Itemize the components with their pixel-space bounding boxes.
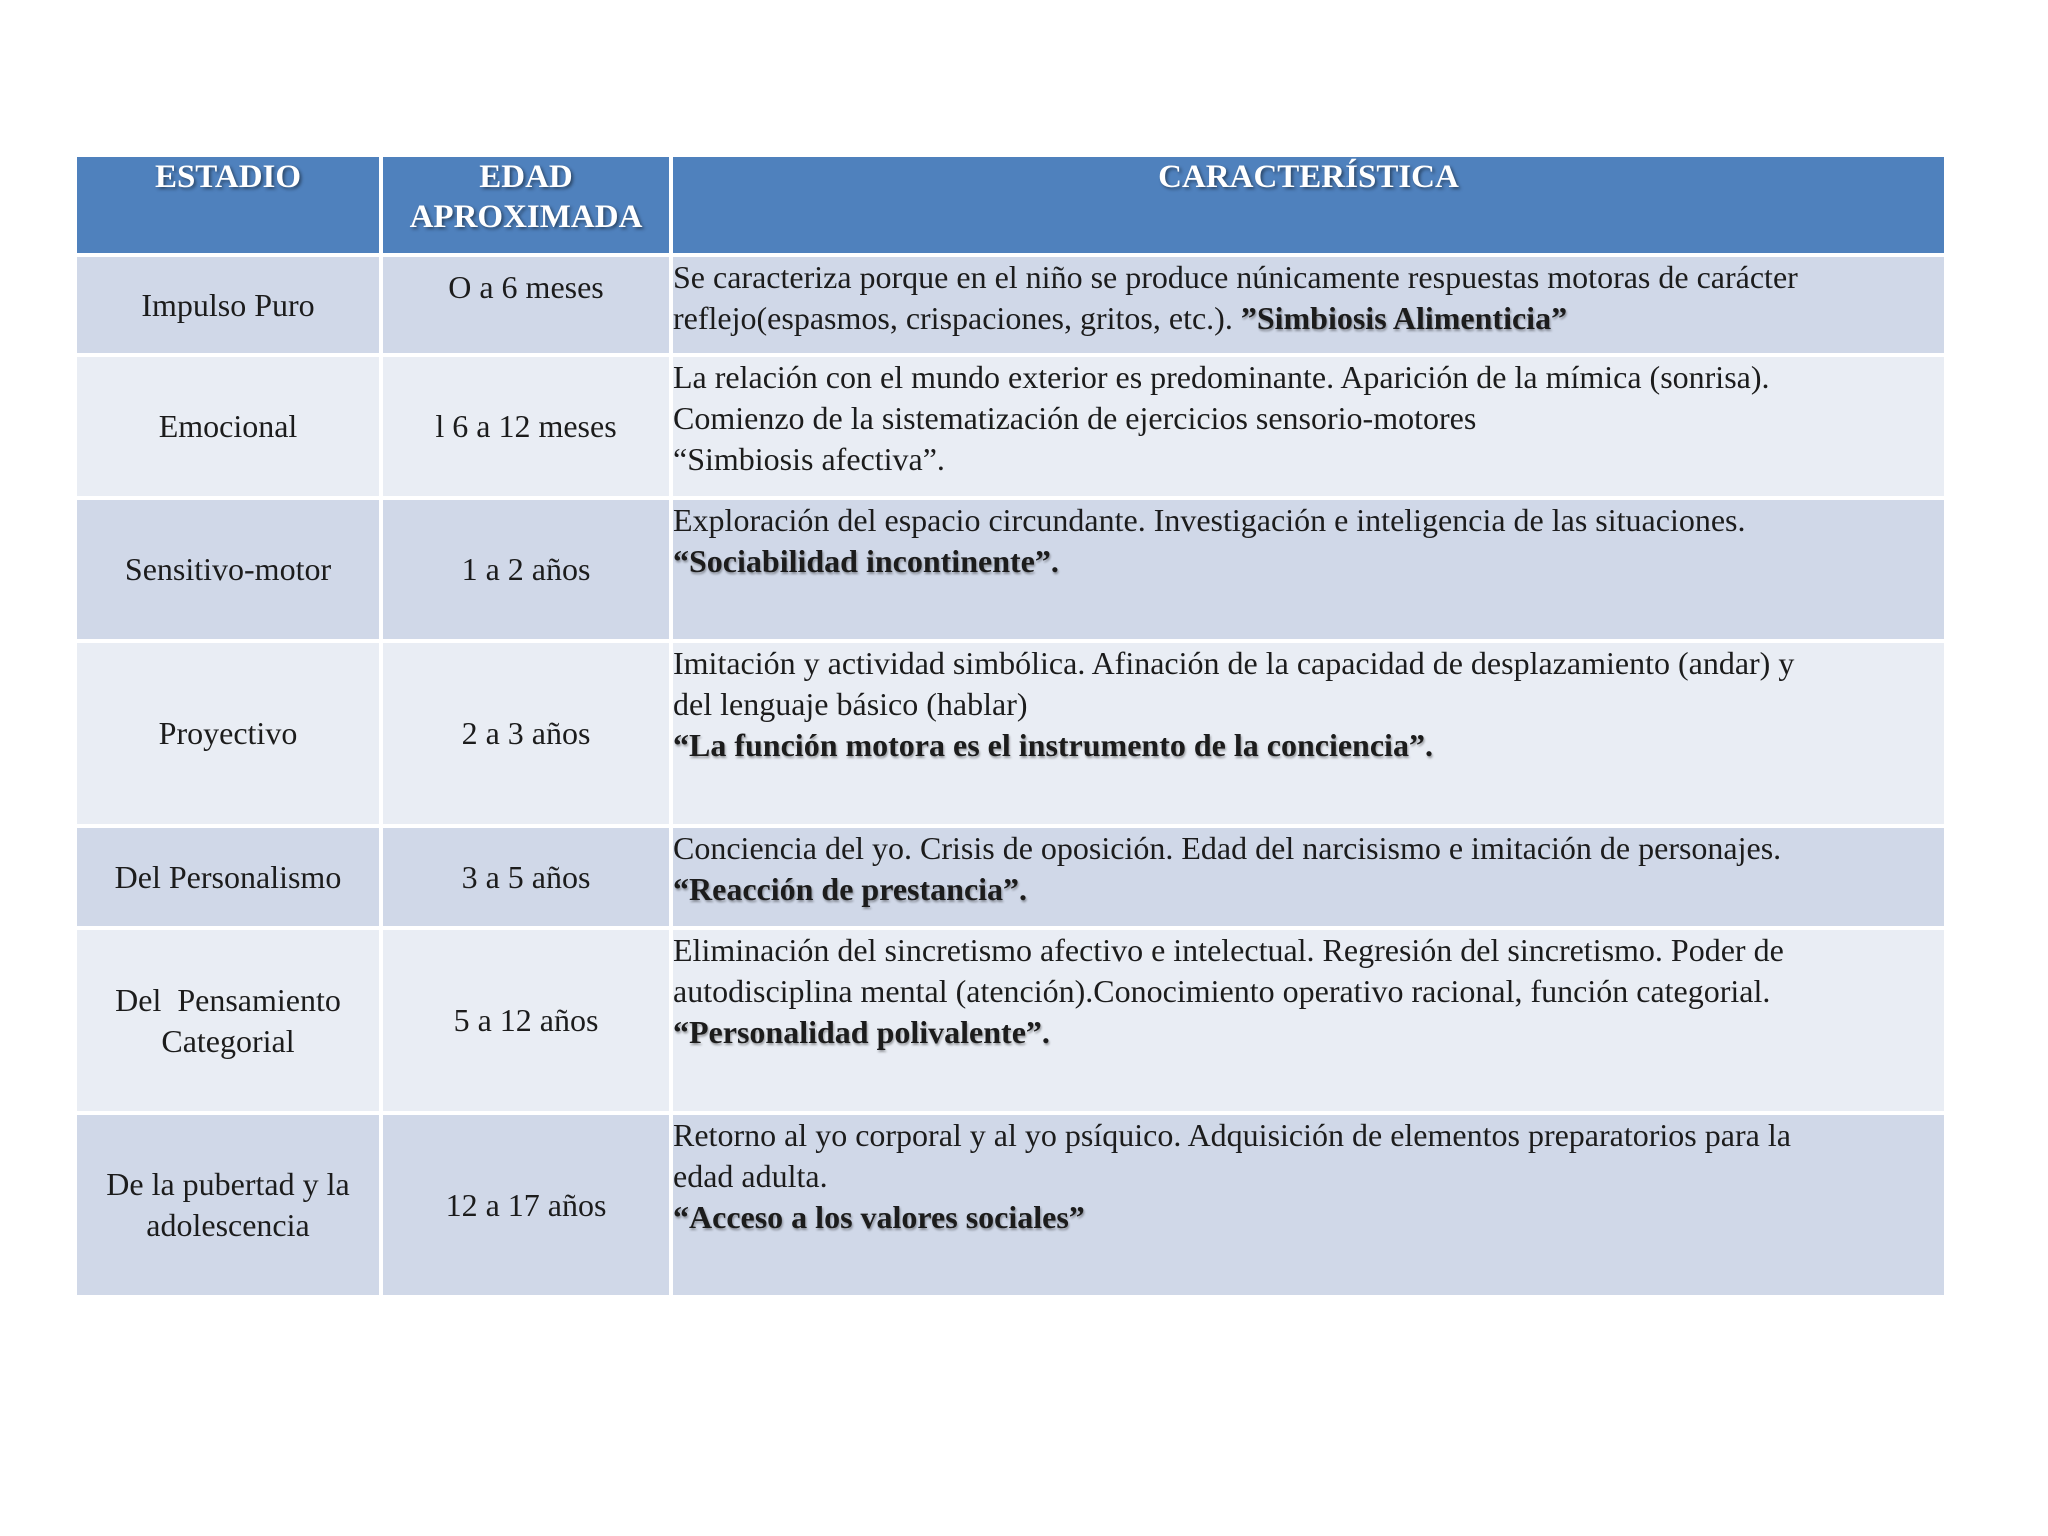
age-value: 5 a 12 años [453, 1002, 599, 1038]
stage-name: Del Pensamiento [115, 981, 341, 1018]
stage-name: Categorial [161, 1022, 295, 1059]
stage-cell [75, 1113, 381, 1297]
age-cell [381, 928, 671, 1113]
table-row [75, 355, 1946, 498]
age-value: 1 a 2 años [461, 551, 591, 587]
description-cell [671, 641, 1946, 826]
age-cell [381, 355, 671, 498]
description-text: La relación con el mundo exterior es predominante. Aparición de la mímica (sonrisa). [673, 359, 1770, 395]
description-cell [671, 826, 1946, 928]
description-text: Eliminación del sincretismo afectivo e intelectual. Regresión del sincretismo. Poder de [673, 932, 1784, 968]
table-row [75, 826, 1946, 928]
stage-name: adolescencia [146, 1207, 310, 1243]
stage-name: De la pubertad y la [106, 1166, 350, 1202]
age-cell [381, 1113, 671, 1297]
description-quote: “Acceso a los valores sociales” [673, 1199, 1085, 1235]
description-cell [671, 498, 1946, 641]
table-row [75, 1113, 1946, 1297]
description-text: edad adulta. [673, 1158, 828, 1194]
description-text: Imitación y actividad simbólica. Afinación de la capacidad de desplazamiento (andar) y [673, 645, 1795, 681]
description-text: Exploración del espacio circundante. Investigación e inteligencia de las situaciones. [673, 502, 1746, 538]
description-text: reflejo(espasmos, crispaciones, gritos, etc.). [673, 300, 1241, 336]
stage-name: Emocional [158, 408, 298, 444]
description-quote: “Reacción de prestancia”. [673, 871, 1028, 907]
stage-name: Del Personalismo [114, 858, 342, 895]
age-value: 3 a 5 años [461, 858, 591, 895]
description-text: Conciencia del yo. Crisis de oposición. Edad del narcisismo e imitación de personajes. [673, 830, 1782, 866]
age-cell [381, 826, 671, 928]
description-cell [671, 355, 1946, 498]
description-text: Retorno al yo corporal y al yo psíquico. Adquisición de elementos preparatorios para la [673, 1117, 1791, 1153]
age-value: 12 a 17 años [445, 1186, 607, 1223]
description-quote: “Sociabilidad incontinente”. [673, 543, 1059, 579]
description-quote: “Personalidad polivalente”. [673, 1014, 1050, 1050]
age-cell [381, 498, 671, 641]
age-value: O a 6 meses [448, 269, 604, 305]
description-cell [671, 1113, 1946, 1297]
stages-table [73, 153, 1948, 1299]
stage-cell [75, 498, 381, 641]
stage-cell [75, 826, 381, 928]
description-text: “Simbiosis afectiva”. [673, 441, 945, 477]
table-row [75, 928, 1946, 1113]
age-value: 2 a 3 años [461, 715, 591, 751]
stage-name: Proyectivo [158, 715, 298, 751]
description-text: Comienzo de la sistematización de ejercicios sensorio-motores [673, 400, 1477, 436]
header-age: EDAD APROXIMADA [381, 155, 671, 255]
stage-name: Impulso Puro [141, 286, 315, 323]
header-stage: ESTADIO [75, 155, 381, 255]
description-text: Se caracteriza porque en el niño se produce núnicamente respuestas motoras de carácter [673, 259, 1798, 295]
stage-cell [75, 641, 381, 826]
description-quote: “La función motora es el instrumento de la conciencia”. [673, 727, 1433, 763]
age-cell [381, 255, 671, 355]
table-row [75, 641, 1946, 826]
stage-cell [75, 355, 381, 498]
description-text: autodisciplina mental (atención).Conocimiento operativo racional, función categorial. [673, 973, 1771, 1009]
description-cell [671, 928, 1946, 1113]
stage-name: Sensitivo-motor [124, 551, 332, 587]
stage-cell [75, 255, 381, 355]
stage-cell [75, 928, 381, 1113]
table-header-row [75, 155, 1946, 255]
table-row [75, 255, 1946, 355]
table-row [75, 498, 1946, 641]
description-text: del lenguaje básico (hablar) [673, 686, 1028, 722]
age-value: l 6 a 12 meses [435, 408, 617, 444]
header-characteristic: CARACTERÍSTICA [671, 155, 1946, 255]
description-quote: ”Simbiosis Alimenticia” [1240, 300, 1568, 336]
age-cell [381, 641, 671, 826]
description-cell [671, 255, 1946, 355]
